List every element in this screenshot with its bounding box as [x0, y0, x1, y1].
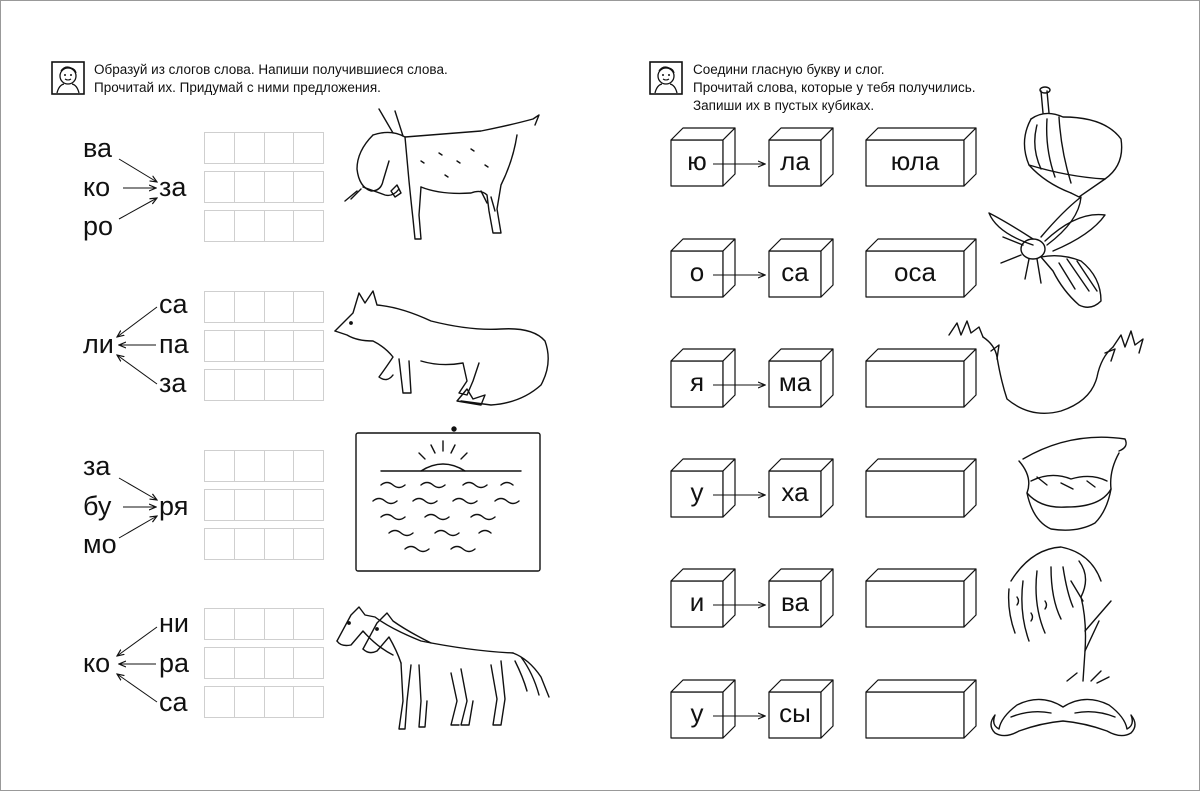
right-instruction-line-2: Прочитай слова, которые у тебя получились.	[693, 80, 976, 95]
vowel-cube: у	[690, 477, 704, 507]
mustache-picture	[991, 699, 1135, 735]
syllable-cube: ла	[780, 146, 810, 176]
pit-picture	[949, 321, 1143, 413]
syllable-right: ни	[159, 608, 189, 638]
syllable-cube: ва	[781, 587, 809, 617]
vowel-cube: я	[689, 367, 705, 397]
right-instruction-line-3: Запиши их в пустых кубиках.	[693, 98, 875, 113]
syllable-right: за	[159, 172, 187, 202]
syllable-right: па	[159, 329, 189, 359]
syllable-right: ра	[159, 648, 190, 678]
syllable-right: ря	[159, 491, 189, 521]
right-drawings	[1, 1, 1199, 790]
right-instruction-line-1: Соедини гласную букву и слог.	[693, 62, 885, 77]
syllable-left: за	[83, 451, 111, 481]
left-instruction-line-1: Образуй из слогов слова. Напиши получившиеся слова.	[94, 62, 448, 77]
answer-cube[interactable]: юла	[890, 146, 940, 176]
syllable-left: ко	[83, 648, 111, 678]
answer-cube[interactable]: оса	[894, 257, 936, 287]
syllable-left: ко	[83, 172, 111, 202]
syllable-left: ро	[83, 211, 114, 241]
fish-soup-pot-picture	[1019, 437, 1126, 530]
vowel-cube: о	[689, 257, 705, 287]
syllable-left: бу	[83, 491, 112, 521]
syllable-left: ли	[83, 329, 114, 359]
syllable-cube: ха	[781, 477, 809, 507]
syllable-right: за	[159, 368, 187, 398]
left-instruction-line-2: Прочитай их. Придумай с ними предложения.	[94, 80, 381, 95]
spinning-top-picture	[1024, 87, 1121, 197]
syllable-right: са	[159, 289, 188, 319]
willow-tree-picture	[1009, 547, 1111, 683]
syllable-cube: са	[781, 257, 809, 287]
wasp-picture	[989, 197, 1105, 307]
syllable-right: са	[159, 687, 188, 717]
syllable-left: мо	[83, 529, 117, 559]
vowel-cube: и	[689, 587, 705, 617]
syllable-cube: сы	[779, 698, 811, 728]
vowel-cube: у	[690, 698, 704, 728]
vowel-cube: ю	[687, 146, 707, 176]
syllable-cube: ма	[778, 367, 812, 397]
syllable-left: ва	[83, 133, 113, 163]
